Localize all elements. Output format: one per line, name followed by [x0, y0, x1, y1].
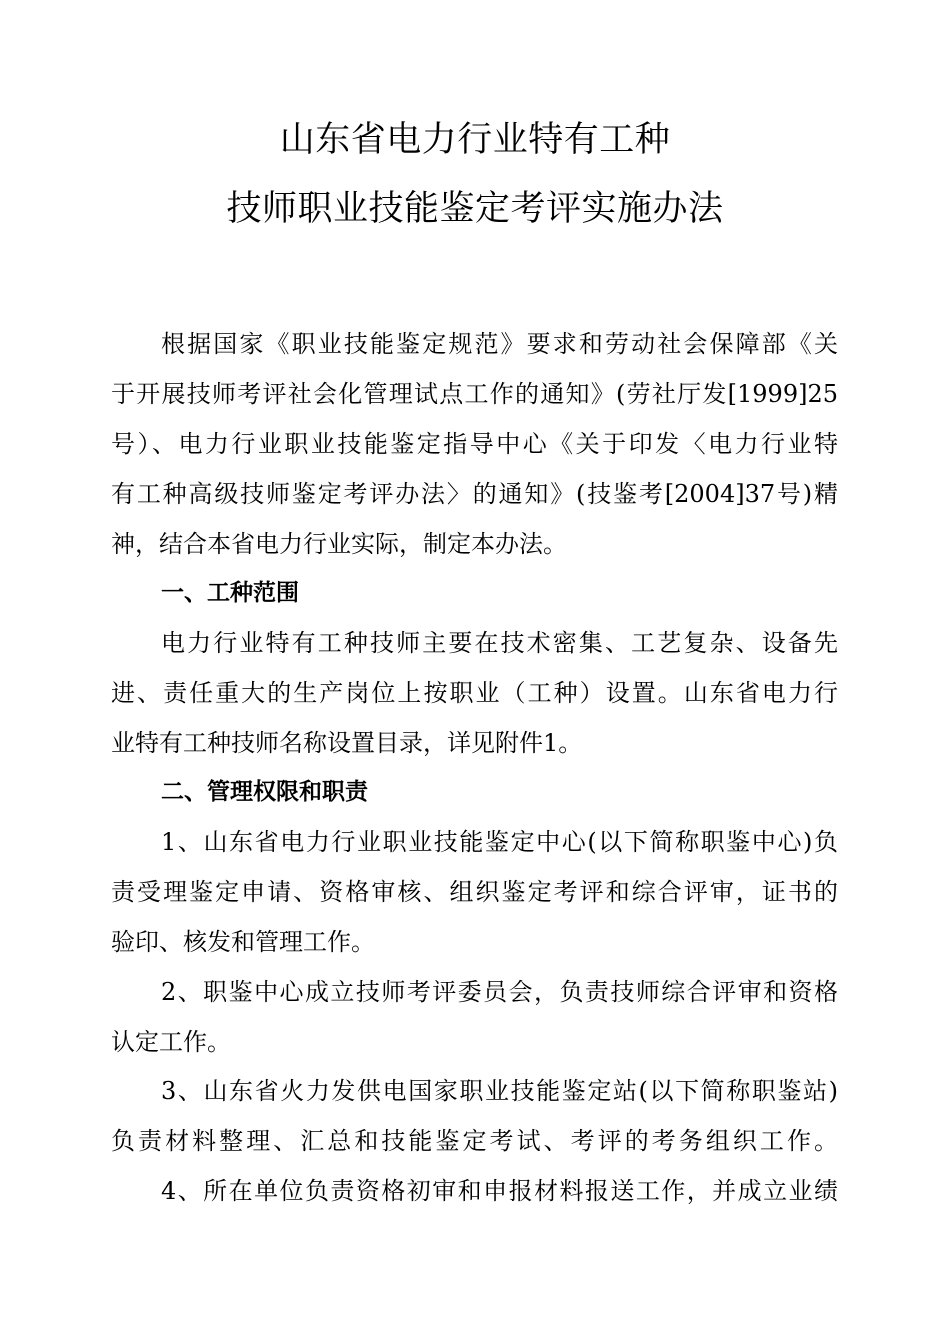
section1-paragraph-line: 进、责任重大的生产岗位上按职业（工种）设置。山东省电力行	[111, 679, 838, 707]
section1-paragraph-line: 电力行业特有工种技师主要在技术密集、工艺复杂、设备先	[161, 629, 838, 657]
intro-paragraph-line: 于开展技师考评社会化管理试点工作的通知》(劳社厅发[1999]25	[111, 380, 838, 408]
item2-line: 认定工作。	[111, 1028, 231, 1056]
intro-paragraph-line: 有工种高级技师鉴定考评办法〉的通知》(技鉴考[2004]37号)精	[111, 480, 838, 508]
item4-line: 4、所在单位负责资格初审和申报材料报送工作，并成立业绩	[161, 1177, 838, 1205]
item3-line: 3、山东省火力发供电国家职业技能鉴定站(以下简称职鉴站)	[161, 1077, 838, 1105]
intro-paragraph-line: 号）、电力行业职业技能鉴定指导中心《关于印发〈电力行业特	[111, 430, 838, 458]
document-title-line-1: 山东省电力行业特有工种	[279, 120, 671, 160]
section-heading-authority: 二、管理权限和职责	[161, 779, 368, 805]
item2-line: 2、职鉴中心成立技师考评委员会，负责技师综合评审和资格	[161, 978, 838, 1006]
item3-line: 负责材料整理、汇总和技能鉴定考试、考评的考务组织工作。	[111, 1127, 838, 1155]
document-title-line-2: 技师职业技能鉴定考评实施办法	[226, 189, 724, 229]
section1-paragraph-line: 业特有工种技师名称设置目录，详见附件1。	[111, 729, 583, 757]
item1-line: 1、山东省电力行业职业技能鉴定中心(以下简称职鉴中心)负	[161, 828, 838, 856]
item1-line: 责受理鉴定申请、资格审核、组织鉴定考评和综合评审，证书的	[111, 878, 838, 906]
intro-paragraph-line: 根据国家《职业技能鉴定规范》要求和劳动社会保障部《关	[161, 330, 838, 358]
intro-paragraph-line: 神，结合本省电力行业实际，制定本办法。	[111, 530, 567, 558]
item1-line: 验印、核发和管理工作。	[111, 928, 375, 956]
section-heading-scope: 一、工种范围	[161, 580, 299, 606]
